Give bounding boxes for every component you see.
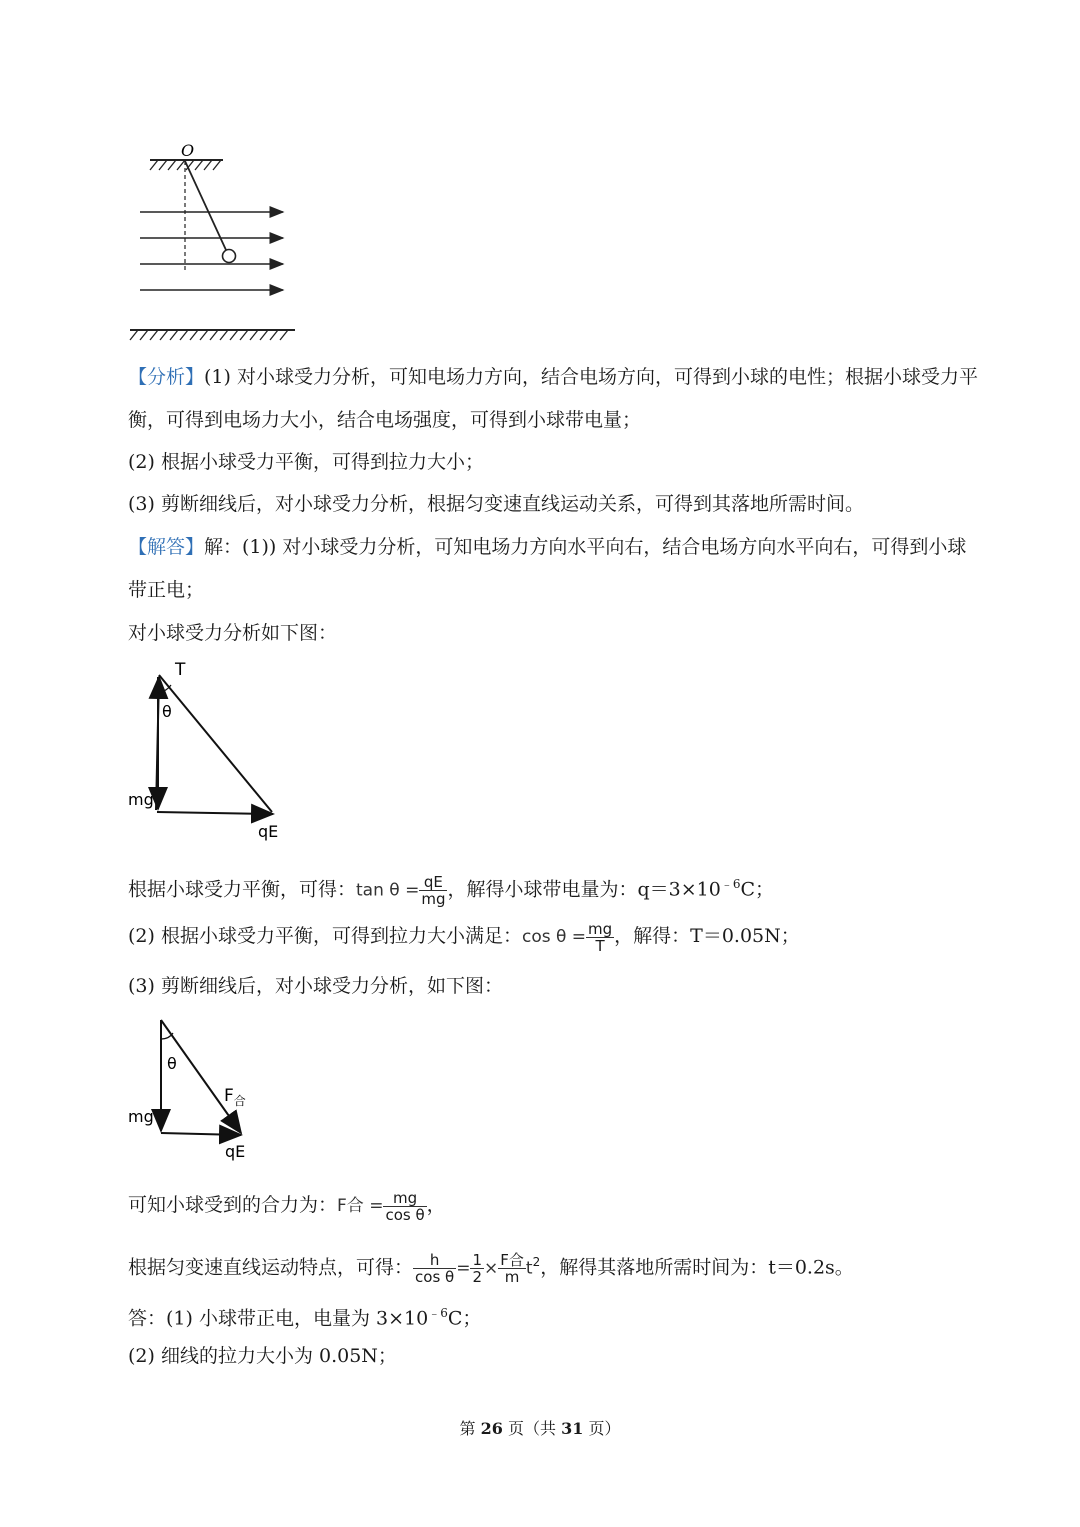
t-exp: 2	[532, 1255, 541, 1269]
answer-line-9	[128, 1300, 481, 1331]
cos-label: cos θ =	[521, 927, 587, 947]
tan-fraction	[419, 874, 447, 907]
force-diagram-2	[125, 1015, 275, 1165]
answer-line-10: (2) 细线的拉力大小为 0.05N；	[128, 1345, 397, 1367]
label-F	[224, 1086, 246, 1108]
tan-den: mg	[421, 889, 446, 908]
answer-l8-pre: 根据匀变速直线运动特点，可得：	[128, 1256, 414, 1279]
answer-l5-pre: (2) 根据小球受力平衡，可得到拉力大小满足：	[128, 925, 522, 947]
label-theta: θ	[167, 1054, 177, 1073]
answer-l9-exp: ﹣6	[428, 1306, 448, 1320]
force-den: cos θ	[385, 1205, 425, 1224]
footer-total: 31	[561, 1419, 584, 1438]
answer-l7-post: ，	[426, 1194, 446, 1216]
label-mg: mg	[128, 790, 154, 809]
h-num: h	[413, 1252, 456, 1269]
label-theta: θ	[162, 702, 172, 721]
label-F-main: F	[224, 1086, 234, 1106]
answer-line-4	[128, 862, 774, 912]
times-sign: ×	[484, 1258, 499, 1279]
answer-l9-unit: C；	[447, 1307, 482, 1330]
answer-l4-pre: 根据小球受力平衡，可得：	[128, 878, 357, 901]
analysis-tag: 【分析】	[128, 366, 205, 388]
force-diagram-1	[125, 655, 295, 845]
h-fraction	[413, 1252, 456, 1285]
cos-num: mg	[588, 919, 613, 938]
label-qE: qE	[258, 822, 279, 841]
half-num: 1	[472, 1250, 482, 1269]
h-den: cos θ	[415, 1267, 455, 1286]
analysis-line-1	[128, 364, 978, 390]
fm-fraction	[498, 1252, 526, 1285]
analysis-line-3: (2) 根据小球受力平衡，可得到拉力大小；	[128, 451, 484, 473]
label-qE: qE	[225, 1142, 246, 1161]
fm-den: m	[504, 1267, 520, 1286]
answer-l9-pre: 答：(1) 小球带正电，电量为 3×10	[128, 1307, 429, 1330]
force-fraction	[383, 1190, 426, 1223]
footer-post: 页）	[583, 1419, 621, 1438]
footer-pre: 第	[459, 1419, 481, 1438]
t-var: t	[525, 1258, 533, 1279]
half-fraction	[470, 1252, 484, 1285]
answer-l5-post: ，解得：T＝0.05N；	[614, 925, 800, 947]
page-footer	[0, 1416, 1080, 1439]
answer-l8-post: ，解得其落地所需时间为：t＝0.2s。	[540, 1256, 854, 1279]
tan-label: tan θ =	[356, 880, 420, 901]
cos-fraction	[586, 921, 614, 954]
footer-mid: 页（共	[502, 1419, 562, 1438]
label-O: O	[181, 141, 195, 160]
answer-line-1	[128, 534, 966, 560]
pendulum-field-figure	[125, 140, 305, 345]
analysis-line-2: 衡，可得到电场力大小，结合电场强度，可得到小球带电量；	[128, 409, 642, 431]
answer-l7-pre: 可知小球受到的合力为：	[128, 1194, 338, 1216]
half-den: 2	[472, 1267, 482, 1286]
force-num: mg	[383, 1190, 426, 1207]
analysis-line-4: (3) 剪断细线后，对小球受力分析，根据匀变速直线运动关系，可得到其落地所需时间。	[128, 493, 864, 515]
answer-text-1: 解：(1)) 对小球受力分析，可知电场力方向水平向右，结合电场方向水平向右，可得到小球	[204, 536, 967, 558]
answer-tag: 【解答】	[128, 536, 205, 558]
answer-line-5	[128, 914, 800, 959]
answer-line-2: 带正电；	[128, 579, 205, 601]
label-mg: mg	[128, 1107, 154, 1126]
answer-line-8	[128, 1240, 854, 1290]
charged-ball	[223, 250, 236, 263]
fm-num: F合	[500, 1250, 524, 1269]
cos-den: T	[595, 936, 605, 955]
answer-line-6: (3) 剪断细线后，对小球受力分析，如下图：	[128, 975, 503, 997]
f-he-label: F合 =	[337, 1196, 384, 1216]
answer-l4-post: ，解得小球带电量为：q＝3×10	[447, 878, 721, 901]
answer-l4-exp: ﹣6	[720, 877, 741, 891]
label-F-sub: 合	[233, 1094, 246, 1108]
label-T: T	[175, 660, 186, 680]
footer-page: 26	[480, 1419, 503, 1438]
answer-line-3: 对小球受力分析如下图：	[128, 622, 338, 644]
answer-l4-unit: C；	[740, 878, 775, 901]
answer-line-7	[128, 1183, 446, 1228]
equals-sign: =	[456, 1258, 471, 1279]
tan-num: qE	[419, 874, 447, 891]
analysis-text-1: (1) 对小球受力分析，可知电场力方向，结合电场方向，可得到小球的电性；根据小球受力平	[204, 366, 978, 388]
